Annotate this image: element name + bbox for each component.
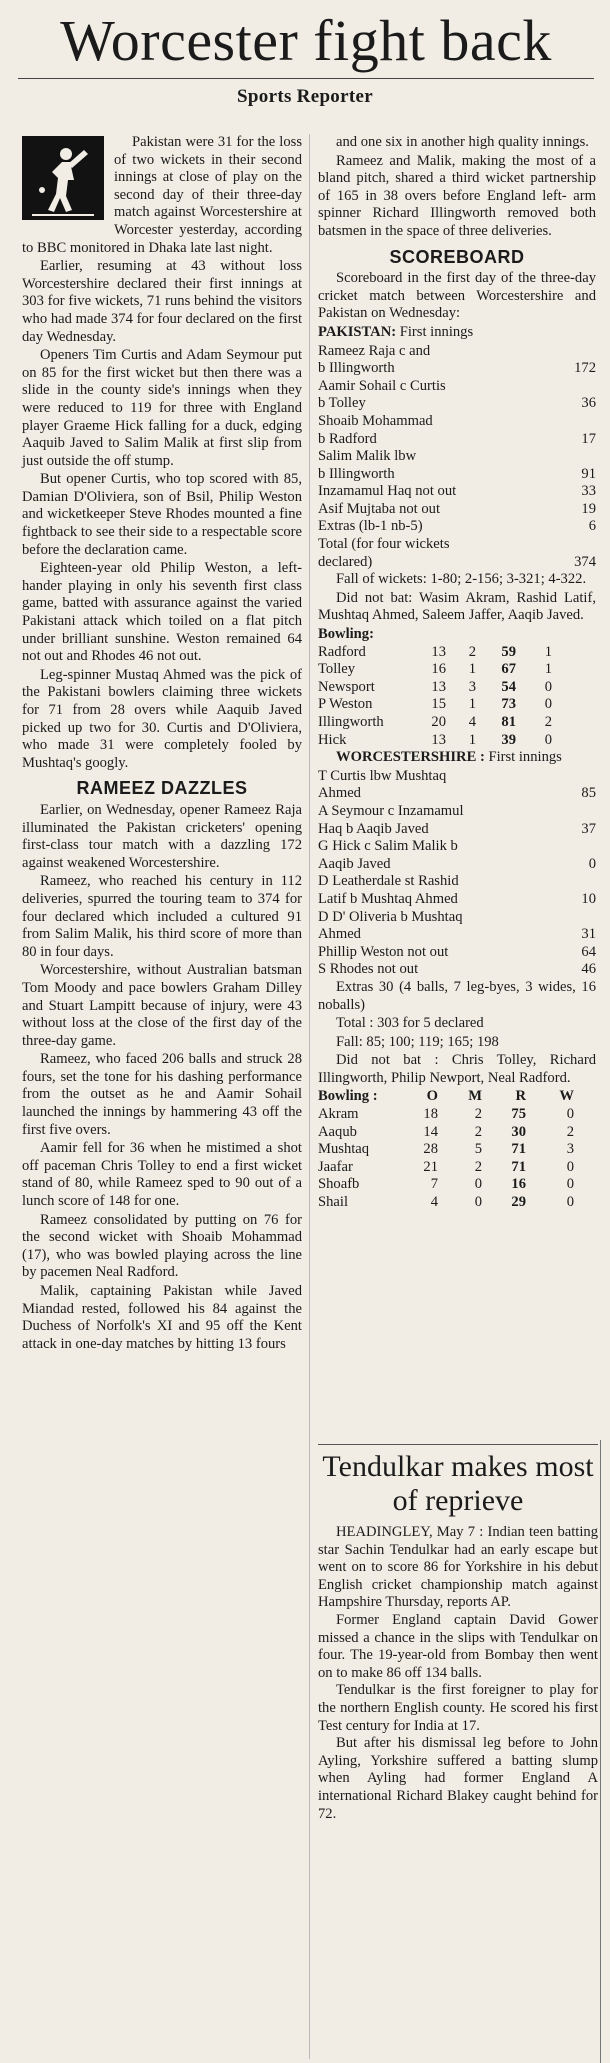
bowling-cell-m: 2 [474, 1158, 482, 1175]
bowling-cell-b: Jaafar [318, 1158, 353, 1175]
bowling-cell-o: 28 [423, 1141, 438, 1158]
bowling-cell-w: 0 [544, 696, 552, 713]
bowling-row [318, 1194, 596, 1212]
batsman-runs [552, 803, 596, 821]
article-paragraph: Former England captain David Gower missed a chance in the slips with Tendulkar on four. The 19-year-old from Bombay then went on to make 86 off 134 balls. [318, 1611, 598, 1681]
bowling-cell-w: 0 [566, 1158, 574, 1175]
batsman-runs [552, 768, 596, 786]
worcestershire-total: Total : 303 for 5 declared [336, 1015, 484, 1032]
batsman-entry: D Leatherdale st Rashid [318, 873, 459, 890]
scoreboard-intro: Scoreboard in the first day of the three-day cricket match between Worcestershire and Pakistan on Wednesday: [318, 270, 596, 322]
headline: Worcester fight back [60, 8, 552, 73]
batsman-runs [552, 413, 596, 431]
batting-row [318, 554, 596, 572]
batsman-runs [552, 838, 596, 856]
article-paragraph: Malik, captaining Pakistan while Javed Miandad rested, followed his 84 against the Duchess of Norfolk's XI and 95 off the Kent attack in one-day matches by hitting 13 fours [22, 1283, 302, 1352]
bowling-row [318, 679, 596, 697]
pakistan-innings-heading: PAKISTAN: First innings [318, 323, 474, 340]
bowling-row [318, 1106, 596, 1124]
article-paragraph: But after his dismissal leg before to John Ayling, Yorkshire suffered a batting slump when Ayling had former England A international Richard Blakey caught behind for 72. [318, 1735, 598, 1822]
bowling-cell-r: 75 [511, 1106, 526, 1123]
batting-row [318, 466, 596, 484]
batting-row [318, 360, 596, 378]
bowling-cell-w: 0 [544, 678, 552, 695]
bowling-cell-m: 3 [468, 678, 476, 695]
batsman-entry: Ahmed [318, 785, 361, 802]
batsman-entry: Shoaib Mohammad [318, 412, 433, 429]
article-paragraph: Tendulkar is the first foreigner to play for the northern English county. He scored his first Test century for India at 17. [318, 1682, 598, 1734]
worcestershire-innings-heading: WORCESTERSHIRE : First innings [336, 749, 562, 766]
bowling-cell-o: 13 [431, 731, 446, 748]
batting-row [318, 909, 596, 927]
bowling-cell-r: 29 [511, 1194, 526, 1211]
batting-row [318, 803, 596, 821]
batsman-runs: 374 [574, 553, 596, 570]
batting-row [318, 413, 596, 431]
bowling-label: Bowling: [318, 626, 374, 643]
bowling-row [318, 661, 596, 679]
article-paragraph: and one six in another high quality innings. [336, 134, 589, 150]
batsman-runs [552, 448, 596, 466]
batsman-runs [552, 536, 596, 554]
article-paragraph: Rameez and Malik, making the most of a bland pitch, shared a third wicket partnership of 165 in 38 overs before England left- arm spinner Richard Illingworth removed both batsmen in the space of three deliveries. [318, 152, 596, 239]
batsman-runs [552, 378, 596, 396]
tendulkar-story [318, 1450, 598, 1823]
batting-row [318, 961, 596, 979]
bowling-cell-r: 54 [501, 678, 516, 695]
batting-row [318, 536, 596, 554]
batsman-runs: 91 [581, 465, 596, 482]
batsman-entry: Asif Mujtaba not out [318, 500, 441, 517]
bowling-row [318, 1176, 596, 1194]
article-paragraph: Leg-spinner Mustaq Ahmed was the pick of the Pakistani bowlers claiming three wickets for 71 from 28 overs while Aaquib Javed picked up two for 30. Curtis and D'Oliviera, who made 31 were completely fooled by Mushtaq's googly. [22, 666, 302, 771]
bowling-cell-b: Akram [318, 1106, 359, 1123]
batting-row [318, 891, 596, 909]
article-paragraph: But opener Curtis, who top scored with 85, Damian D'Oliviera, son of Bsil, Philip Weston and wicketkeeper Steve Rhodes mounted a fine fightback to see their side to a respectable score before the declaration came. [22, 471, 302, 558]
batsman-entry: Phillip Weston not out [318, 943, 449, 960]
bowling-cell-b: Shoafb [318, 1176, 360, 1193]
bowling-cell-b: Tolley [318, 661, 356, 678]
bowling-cell-b: Shail [318, 1194, 348, 1211]
bowling-cell-b: Radford [318, 643, 366, 660]
batsman-runs: 33 [581, 483, 596, 500]
batting-row [318, 395, 596, 413]
bowling-cell-w: 0 [544, 731, 552, 748]
bowling-cell-r: 67 [501, 661, 516, 678]
batsman-entry: Total (for four wickets [318, 536, 450, 553]
bowling-cell-m: 0 [474, 1194, 482, 1211]
bowling-cell-m: 1 [468, 731, 476, 748]
bowling-cell-r: 39 [501, 731, 516, 748]
article-paragraph: Eighteen-year old Philip Weston, a left-hander playing in only his seventh first class game, batted with assurance against the varied Pakistani attack which toiled on a flat pitch under brilliant sunshine. Weston remained 64 not out and Rhodes 46 not out. [22, 560, 302, 665]
bowling-row [318, 696, 596, 714]
article-body-part-1 [22, 134, 302, 772]
batting-row [318, 926, 596, 944]
batsman-entry: Aamir Sohail c Curtis [318, 377, 446, 394]
worcestershire-bowling-table [318, 644, 596, 750]
bowling-cell-o: 7 [430, 1176, 438, 1193]
subhead-scoreboard: SCOREBOARD [389, 246, 525, 267]
subhead-rameez-dazzles: RAMEEZ DAZZLES [76, 778, 248, 799]
bowling-cell-r: 16 [511, 1176, 526, 1193]
batsman-entry: S Rhodes not out [318, 961, 419, 978]
batsman-runs: 172 [574, 360, 596, 377]
pakistan-bowling-table [318, 1106, 596, 1212]
pakistan-fall-of-wickets: Fall of wickets: 1-80; 2-156; 3-321; 4-322. [336, 571, 587, 588]
bowling-cell-m: 5 [474, 1141, 482, 1158]
article-column-1 [22, 134, 302, 1354]
batting-row [318, 785, 596, 803]
batsman-runs: 46 [581, 961, 596, 978]
bowling-cell-r: 71 [511, 1158, 526, 1175]
bowling-cell-m: 1 [468, 661, 476, 678]
batsman-runs: 17 [581, 430, 596, 447]
batsman-entry: A Seymour c Inzamamul [318, 802, 464, 819]
bowling-row [318, 714, 596, 732]
bowling-cell-w: 1 [544, 661, 552, 678]
batsman-entry: b Illingworth [318, 360, 395, 377]
batsman-entry: T Curtis lbw Mushtaq [318, 767, 447, 784]
article-paragraph: Earlier, resuming at 43 without loss Worcestershire declared their first innings at 303 for five wickets, 71 runs behind the visitors who had made 374 for four declared on the first day Wednesday. [22, 258, 302, 345]
adjacent-column-edge [600, 1440, 610, 2063]
byline: Sports Reporter [237, 86, 373, 107]
pakistan-batting-list [318, 343, 596, 572]
batting-row [318, 768, 596, 786]
bowling-cell-o: 14 [423, 1123, 438, 1140]
article-paragraph: Rameez, who reached his century in 112 deliveries, spurred the touring team to 374 for four declared which included a cultured 91 from Salim Malik, his third score of more than 80 in four days. [22, 873, 302, 960]
batsman-entry: Aaqib Javed [318, 855, 391, 872]
worcestershire-batting-list [318, 768, 596, 979]
bowling-cell-b: Newsport [318, 678, 375, 695]
batting-row [318, 944, 596, 962]
article-paragraph: Earlier, on Wednesday, opener Rameez Raja illuminated the Pakistan cricketers' opening first-class tour match with a dazzling 172 against weakened Worcestershire. [22, 801, 302, 871]
pakistan-did-not-bat: Did not bat: Wasim Akram, Rashid Latif, Mushtaq Ahmed, Saleem Jaffer, Aaqib Javed. [318, 589, 596, 624]
batting-row [318, 483, 596, 501]
batsman-entry: Haq b Aaqib Javed [318, 820, 429, 837]
batsman-entry: G Hick c Salim Malik b [318, 838, 458, 855]
bowling-cell-w: 2 [544, 714, 552, 730]
bowling-cell-r: 30 [511, 1123, 526, 1140]
worcestershire-extras: Extras 30 (4 balls, 7 leg-byes, 3 wides, 16 noballs) [318, 978, 596, 1013]
batsman-entry: Rameez Raja c and [318, 342, 431, 359]
bowling-cell-w: 0 [566, 1106, 574, 1123]
column-divider [309, 134, 310, 2059]
bowling-cell-b: Aaqub [318, 1123, 357, 1140]
batsman-runs: 36 [581, 395, 596, 412]
bowling-cell-o: 13 [431, 643, 446, 660]
batting-row [318, 501, 596, 519]
article-paragraph: Rameez, who faced 206 balls and struck 28 fours, set the tone for his dashing performance from the outset as he and Aamir Sohail launched the innings by hammering 43 off the first five overs. [22, 1051, 302, 1138]
bowling-cell-m: 1 [468, 696, 476, 713]
bowling-row [318, 644, 596, 662]
bowling-row [318, 1124, 596, 1142]
bowling-cell-o: 21 [423, 1158, 438, 1175]
second-story-rule [318, 1444, 598, 1445]
batsman-runs [552, 343, 596, 361]
worcestershire-did-not-bat: Did not bat : Chris Tolley, Richard Illingworth, Philip Newport, Neal Radford. [318, 1052, 596, 1086]
bowling-cell-r: 59 [501, 643, 516, 660]
batsman-entry: declared) [318, 553, 373, 570]
bowling-cell-b: Illingworth [318, 714, 384, 730]
batsman-entry: Extras (lb-1 nb-5) [318, 518, 423, 535]
bowling-cell-w: 2 [566, 1123, 574, 1140]
batting-row [318, 856, 596, 874]
batsman-runs [552, 909, 596, 927]
batsman-entry: Latif b Mushtaq Ahmed [318, 890, 458, 907]
batting-row [318, 518, 596, 536]
batsman-runs: 19 [581, 500, 596, 517]
batting-row [318, 821, 596, 839]
bowling-cell-b: P Weston [318, 696, 373, 713]
bowling-cell-o: 20 [431, 714, 446, 730]
batsman-entry: D D' Oliveria b Mushtaq [318, 908, 463, 925]
article-paragraph: HEADINGLEY, May 7 : Indian teen batting star Sachin Tendulkar had an early escape but went on to score 86 for Yorkshire in his debut English cricket championship match against Hampshire Thursday, reports AP. [318, 1524, 598, 1611]
batsman-runs: 10 [581, 890, 596, 907]
bowling-cell-w: 0 [566, 1194, 574, 1211]
article-paragraph: Openers Tim Curtis and Adam Seymour put on 85 for the first wicket but then there was a slide in the county side's innings when they were reduced to 119 for three with England player Graeme Hick falling for a duck, edging Aaquib Javed to Salim Malik at first slip from just outside the off stump. [22, 347, 302, 469]
batsman-runs: 6 [588, 518, 596, 535]
bowling-cell-m: 2 [474, 1106, 482, 1123]
worcestershire-fall: Fall: 85; 100; 119; 165; 198 [336, 1033, 499, 1050]
bowling-cell-m: 2 [468, 643, 476, 660]
batsman-entry: Inzamamul Haq not out [318, 483, 457, 500]
tendulkar-headline: Tendulkar makes most of reprieve [322, 1450, 594, 1517]
bowling-cell-w: 0 [566, 1176, 574, 1193]
bowling-cell-o: 13 [431, 678, 446, 695]
batting-row [318, 838, 596, 856]
batsman-runs: 0 [588, 855, 596, 872]
article-column-2 [318, 134, 596, 1212]
batsman-runs: 64 [581, 943, 596, 960]
batsman-runs: 31 [581, 926, 596, 943]
pakistan-bowling-header: Bowling : O M R W [318, 1088, 574, 1105]
bowling-cell-r: 71 [511, 1141, 526, 1158]
bowling-cell-o: 16 [431, 661, 446, 678]
bowling-cell-w: 3 [566, 1141, 574, 1158]
bowling-cell-b: Mushtaq [318, 1141, 370, 1158]
bowling-row [318, 1159, 596, 1177]
batsman-runs: 85 [581, 785, 596, 802]
bowling-cell-r: 81 [501, 714, 516, 730]
bowling-cell-b: Hick [318, 731, 347, 748]
bowling-row [318, 1141, 596, 1159]
bowling-cell-m: 0 [474, 1176, 482, 1193]
bowling-cell-m: 2 [474, 1123, 482, 1140]
batsman-entry: Salim Malik lbw [318, 448, 417, 465]
article-paragraph: Rameez consolidated by putting on 76 for the second wicket with Shoaib Mohammad (17), who was bowled playing across the line by pacemen Neal Radford. [22, 1211, 302, 1281]
article-body-part-2 [22, 802, 302, 1353]
batsman-runs [552, 873, 596, 891]
batsman-entry: b Tolley [318, 395, 366, 412]
article-paragraph: Worcestershire, without Australian batsman Tom Moody and pace bowlers Graham Dilley and Stuart Lampitt because of injury, were 43 without loss at the close of the first day of the three-day game. [22, 962, 302, 1049]
batting-row [318, 431, 596, 449]
batting-row [318, 873, 596, 891]
bowling-cell-r: 73 [501, 696, 516, 713]
batting-row [318, 378, 596, 396]
bowling-row [318, 732, 596, 750]
batsman-entry: b Illingworth [318, 465, 395, 482]
bowling-cell-o: 4 [430, 1194, 438, 1211]
batting-row [318, 448, 596, 466]
bowling-cell-o: 18 [423, 1106, 438, 1123]
article-paragraph: Pakistan were 31 for the loss of two wickets in their second innings at close of play on the second day of their three-day match against Worcestershire at Worcester yesterday, according to BBC monitored in Dhaka late last night. [22, 134, 302, 256]
bowling-cell-o: 15 [431, 696, 446, 713]
cricket-batsman-icon [22, 136, 104, 220]
batsman-runs: 37 [581, 820, 596, 837]
article-body-continued [318, 134, 596, 241]
batsman-entry: b Radford [318, 430, 377, 447]
tendulkar-body [318, 1524, 598, 1823]
article-paragraph: Aamir fell for 36 when he mistimed a shot off paceman Chris Tolley to end a first wicket stand of 80, while Rameez sped to 90 out of a lunch score of 148 for one. [22, 1140, 302, 1210]
bowling-cell-m: 4 [468, 714, 476, 730]
batting-row [318, 343, 596, 361]
headline-rule [18, 78, 594, 79]
batsman-entry: Ahmed [318, 926, 361, 943]
bowling-cell-w: 1 [544, 643, 552, 660]
